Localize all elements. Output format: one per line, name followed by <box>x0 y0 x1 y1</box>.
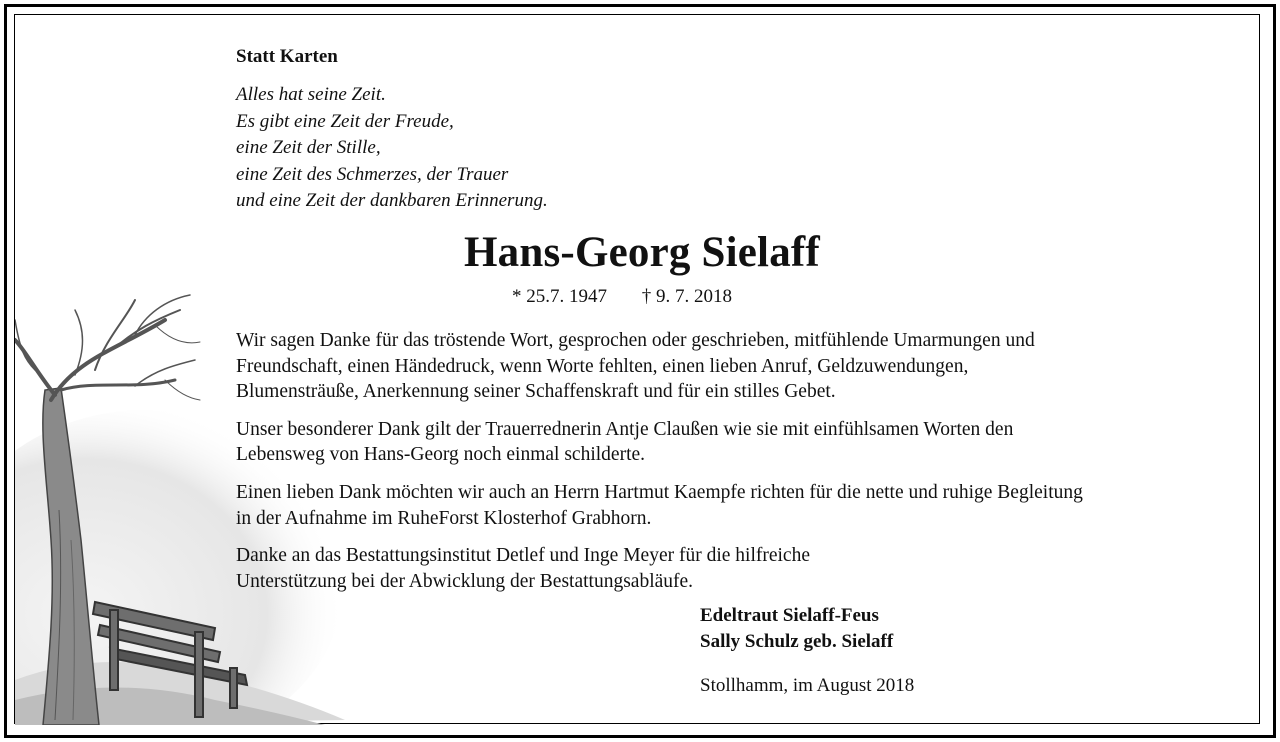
paragraph <box>236 543 1083 594</box>
life-dates <box>512 286 732 308</box>
text-line: Unser besonderer Dank gilt der Trauerrednerin Antje Claußen wie sie mit einfühlsamen Worten den <box>236 418 1014 440</box>
paragraph <box>236 417 1083 468</box>
notice-header: Statt Karten <box>236 46 338 67</box>
signers <box>700 603 893 655</box>
poem-line: eine Zeit der Stille, <box>236 137 381 158</box>
death-date: † 9. 7. 2018 <box>641 286 732 307</box>
thanks-text <box>236 328 1083 606</box>
signer-name: Sally Schulz geb. Sielaff <box>700 631 894 652</box>
text-line: Freundschaft, einen Händedruck, wenn Worte fehlten, einen lieben Anruf, Geldzuwendungen, <box>236 355 969 377</box>
text-line: Blumensträuße, Anerkennung seiner Schaffenskraft und für ein stilles Gebet. <box>236 381 836 403</box>
place-and-date: Stollhamm, im August 2018 <box>700 675 915 696</box>
text-line: Danke an das Bestattungsinstitut Detlef und Inge Meyer für die hilfreiche <box>236 545 810 567</box>
text-line: in der Aufnahme im RuheForst Klosterhof Grabhorn. <box>236 507 652 529</box>
paragraph <box>236 328 1083 405</box>
text-line: Lebensweg von Hans-Georg noch einmal schilderte. <box>236 444 646 466</box>
text-line: Einen lieben Dank möchten wir auch an Herrn Hartmut Kaempfe richten für die nette und ruhige Begleitung <box>236 481 1083 503</box>
deceased-name: Hans-Georg Sielaff <box>464 229 820 276</box>
poem <box>236 82 548 215</box>
signer-name: Edeltraut Sielaff-Feus <box>700 605 879 626</box>
poem-line: und eine Zeit der dankbaren Erinnerung. <box>236 190 548 211</box>
poem-line: eine Zeit des Schmerzes, der Trauer <box>236 163 509 185</box>
poem-line: Es gibt eine Zeit der Freude, <box>236 110 454 132</box>
text-line: Unterstützung bei der Abwicklung der Bestattungsabläufe. <box>236 570 694 592</box>
paragraph <box>236 480 1083 531</box>
birth-date: * 25.7. 1947 <box>512 286 607 307</box>
text-line: Wir sagen Danke für das tröstende Wort, gesprochen oder geschrieben, mitfühlende Umarmungen und <box>236 330 1035 351</box>
poem-line: Alles hat seine Zeit. <box>236 84 386 105</box>
